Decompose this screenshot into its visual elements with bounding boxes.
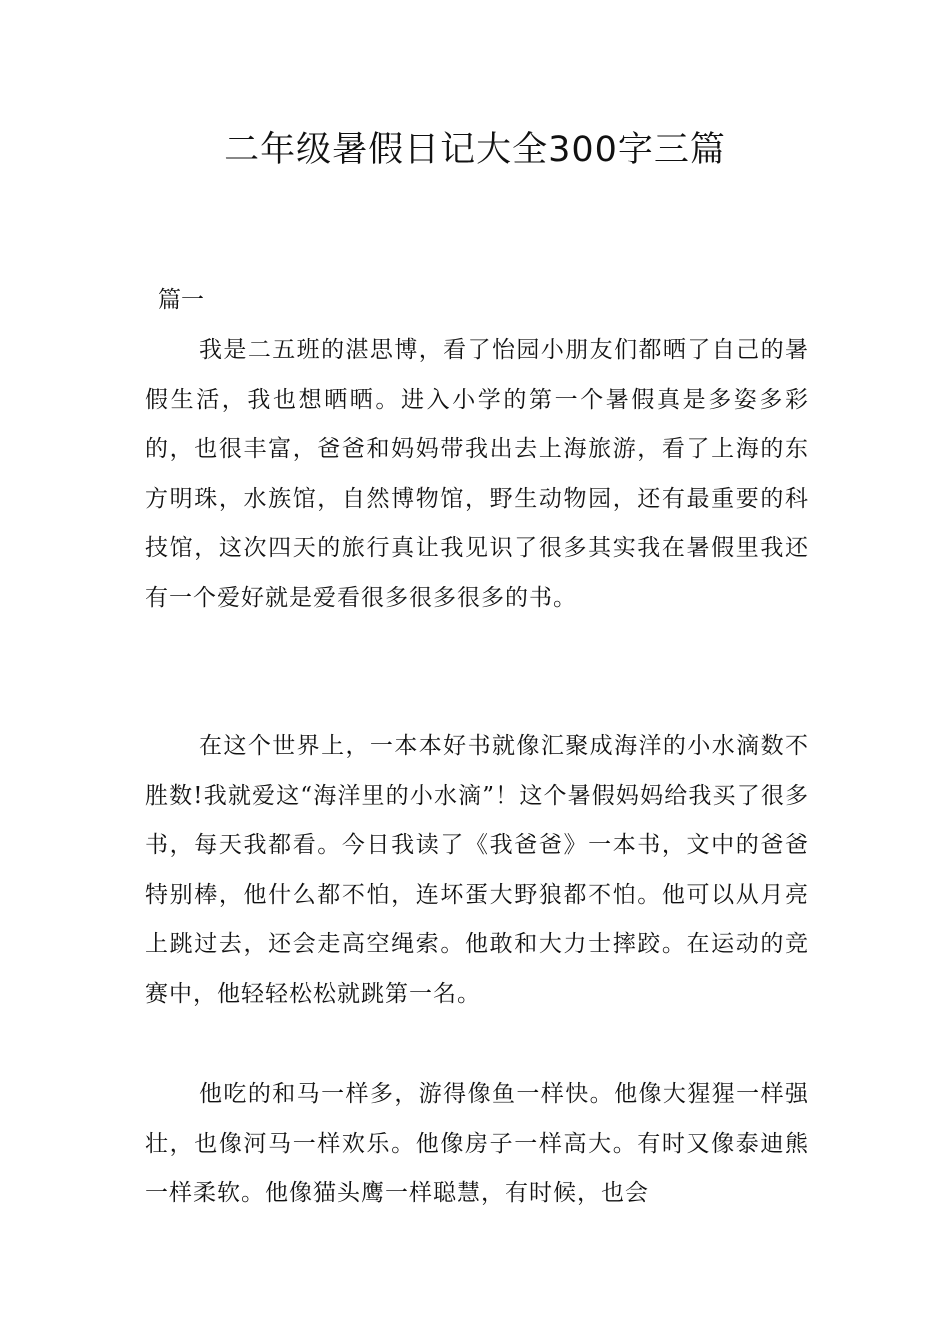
paragraph: 在这个世界上，一本本好书就像汇聚成海洋的小水滴数不胜数!我就爱这“海洋里的小水滴”！这个暑假妈妈给我买了很多书，每天我都看。今日我读了《我爸爸》一本书，文中的爸爸特别棒，他什么都不怕，连坏蛋大野狼都不怕。他可以从月亮上跳过去，还会走高空绳索。他敢和大力士摔跤。在运动的竞赛中，他轻轻松松就跳第一名。 <box>145 733 809 1007</box>
paragraph: 他吃的和马一样多，游得像鱼一样快。他像大猩猩一样强壮，也像河马一样欢乐。他像房子一样高大。有时又像泰迪熊一样柔软。他像猫头鹰一样聪慧，有时候，也会 <box>145 1081 809 1207</box>
document-title: 二年级暑假日记大全300字三篇 <box>224 130 726 170</box>
paragraph: 我是二五班的湛思博，看了怡园小朋友们都晒了自己的暑假生活，我也想晒晒。进入小学的第一个暑假真是多姿多彩的，也很丰富，爸爸和妈妈带我出去上海旅游，看了上海的东方明珠，水族馆，自然博物馆，野生动物园，还有最重要的科技馆，这次四天的旅行真让我见识了很多其实我在暑假里我还有一个爱好就是爱看很多很多很多的书。 <box>145 337 809 611</box>
section-label: 篇一 <box>158 287 204 313</box>
